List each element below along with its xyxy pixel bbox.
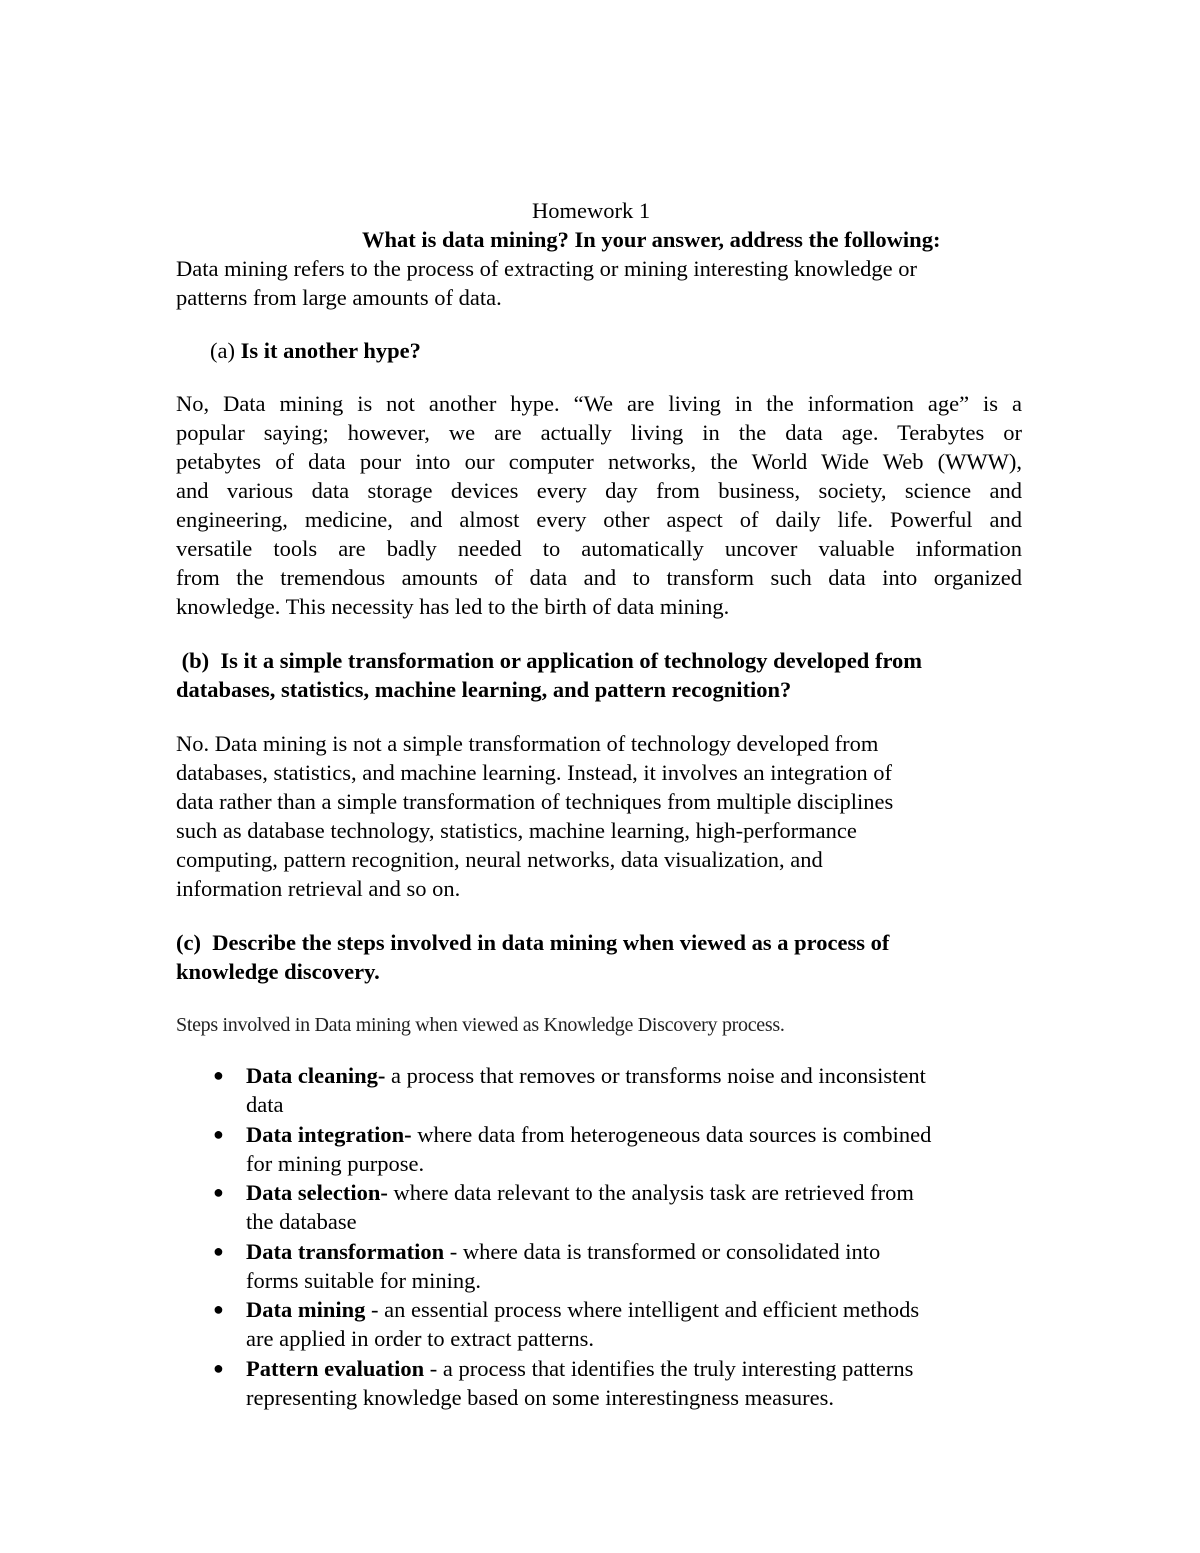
bullet-term: Data integration-	[246, 1121, 412, 1147]
part-a-question: Is it another hype?	[240, 338, 421, 363]
part-a-answer-line: versatile tools are badly needed to automatically uncover valuable information	[176, 536, 1022, 561]
intro-line: patterns from large amounts of data.	[176, 285, 502, 310]
part-b-answer-line: computing, pattern recognition, neural networks, data visualization, and	[176, 847, 823, 872]
part-c-heading: knowledge discovery.	[176, 959, 380, 984]
part-c-heading: (c) Describe the steps involved in data mining when viewed as a process of	[176, 930, 890, 955]
part-b-answer-line: information retrieval and so on.	[176, 876, 461, 901]
part-b-answer-line: databases, statistics, and machine learning. Instead, it involves an integration of	[176, 760, 893, 785]
bullet-text-continued: for mining purpose.	[246, 1150, 425, 1176]
bullet-item	[246, 1061, 926, 1090]
bullet-item	[246, 1237, 880, 1266]
bullet-text: - an essential process where intelligent and efficient methods	[365, 1297, 920, 1323]
part-b-heading: (b) Is it a simple transformation or application of technology developed from	[176, 648, 923, 673]
bullet-icon: ●	[213, 1123, 224, 1144]
question-heading: What is data mining? In your answer, address the following:	[362, 227, 941, 252]
bullet-text-continued: forms suitable for mining.	[246, 1267, 481, 1293]
bullet-item	[246, 1354, 913, 1383]
bullet-text: - where data is transformed or consolidated into	[444, 1238, 881, 1264]
bullet-icon: ●	[213, 1299, 224, 1320]
part-b-answer-line: No. Data mining is not a simple transformation of technology developed from	[176, 731, 879, 756]
part-a-label: (a)	[210, 338, 235, 363]
part-a-answer-line: petabytes of data pour into our computer networks, the World Wide Web (WWW),	[176, 449, 1022, 474]
document-title: Homework 1	[532, 198, 651, 223]
steps-intro: Steps involved in Data mining when viewed as Knowledge Discovery process.	[176, 1014, 785, 1036]
part-b-answer-line: data rather than a simple transformation of techniques from multiple disciplines	[176, 789, 894, 814]
bullet-icon: ●	[213, 1065, 224, 1085]
bullet-text-continued: data	[246, 1092, 284, 1117]
part-a-answer-line: and various data storage devices every day from business, society, science and	[176, 478, 1022, 503]
bullet-text-continued: are applied in order to extract patterns.	[246, 1326, 594, 1352]
bullet-item	[246, 1120, 931, 1149]
intro-line: Data mining refers to the process of extracting or mining interesting knowledge or	[176, 256, 918, 281]
bullet-text: a process that removes or transforms noise and inconsistent	[385, 1063, 926, 1088]
part-b-answer-line: such as database technology, statistics, machine learning, high-performance	[176, 818, 857, 843]
bullet-text-continued: the database	[246, 1209, 357, 1235]
bullet-term: Pattern evaluation	[246, 1356, 425, 1381]
bullet-term: Data transformation	[246, 1238, 445, 1264]
part-a-answer-line: popular saying; however, we are actually living in the data age. Terabytes or	[176, 420, 1022, 445]
bullet-text-continued: representing knowledge based on some interestingness measures.	[246, 1385, 834, 1410]
bullet-term: Data cleaning-	[246, 1063, 386, 1088]
bullet-item	[246, 1295, 919, 1324]
bullet-item	[246, 1178, 914, 1207]
part-a-answer-line: engineering, medicine, and almost every other aspect of daily life. Powerful and	[176, 507, 1022, 532]
bullet-text: where data relevant to the analysis task are retrieved from	[387, 1180, 914, 1206]
part-a-answer-line: from the tremendous amounts of data and to transform such data into organized	[176, 565, 1022, 590]
bullet-term: Data selection-	[246, 1180, 388, 1206]
bullet-term: Data mining	[246, 1297, 366, 1323]
bullet-text: - a process that identifies the truly interesting patterns	[424, 1356, 914, 1381]
part-b-heading: databases, statistics, machine learning, and pattern recognition?	[176, 677, 792, 702]
bullet-icon: ●	[213, 1182, 224, 1203]
bullet-icon: ●	[213, 1240, 224, 1261]
bullet-text: where data from heterogeneous data sources is combined	[411, 1121, 932, 1147]
part-a-answer-line: No, Data mining is not another hype. “We are living in the information age” is a	[176, 391, 1022, 416]
part-a-heading	[210, 336, 421, 365]
part-a-answer-line: knowledge. This necessity has led to the birth of data mining.	[176, 594, 730, 619]
bullet-icon: ●	[213, 1358, 224, 1378]
